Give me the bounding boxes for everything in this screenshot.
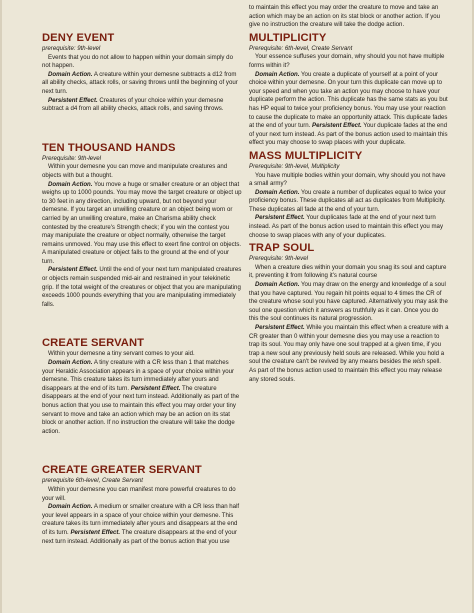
- domain-action-text: You create a duplicate of yourself at a point of your choice within your demesne. On your turn this duplicate can move up to your speed and when you take an action you may choose to have your duplicate perform the action. This duplicate has the same stats as you but has HP equal to twice your proficiency bonus. You may use your reaction to cause the duplicate to make an opportunity attack. This duplicate fades at the end of your turn.: [249, 70, 448, 130]
- persistent-effect-label: Persistent Effect.: [130, 384, 181, 392]
- section-title: CREATE GREATER SERVANT: [42, 464, 202, 477]
- domain-action-text: You create a number of duplicates equal to twice your proficiency bonus. These duplicates all act as duplicates from Multiplicity. These duplicates all fade at the end of your turn.: [249, 188, 446, 213]
- persistent-effect-text: Your duplicate fades at the end of your next turn instead. As part of the bonus action used to maintain this effect you may choose to swap places with your duplicate.: [249, 122, 448, 147]
- domain-action-text: A creature within your demesne subtracts a d12 from all ability checks, attack rolls, or saving throws until the beginning of your next turn.: [42, 70, 238, 95]
- domain-action-paragraph: [249, 281, 449, 324]
- prerequisite: prerequisite 6th-level, Create Servant: [42, 477, 143, 485]
- domain-action-paragraph: [42, 359, 242, 436]
- domain-action-paragraph: [42, 71, 242, 97]
- section-deny-event: [42, 32, 242, 114]
- section-title: DENY EVENT: [42, 32, 115, 44]
- domain-action-label: Domain Action.: [48, 503, 93, 511]
- domain-action-text: You move a huge or smaller creature or an object that weighs up to 1000 pounds. You may move the target creature or object up to 30 feet in any direction, including upward, but not beyond your demesne. If you target an unwilling creature or an object being worn or carried by an unwilling creature, make an Charisma ability check contested by the creature's Strength check; if you win the contest you may manipulate the creature or object normally, otherwise the target remains unmoved. You may use this effect to exert fine control on objects. A manipulated creature or object falls to the ground at the end of your turn.: [42, 180, 242, 265]
- persistent-effect-label: Persistent Effect.: [255, 324, 305, 331]
- prerequisite: Prerequisite: 6th-level, Create Servant: [249, 44, 353, 52]
- domain-action-label: Domain Action.: [255, 281, 300, 289]
- domain-action-label: Domain Action.: [48, 359, 93, 367]
- persistent-effect-text-end: spell. As part of the bonus action used to maintain this effect you may release any stored souls.: [249, 358, 442, 383]
- persistent-effect-text: The creature disappears at the end of your next turn instead. Additionally as part of the bonus action that you use to maintain this effect you may order your tiny servant to move and take an action which may be an action on its stat block or another action. If no instruction the creature will take the dodge action.: [42, 384, 240, 435]
- section-title: CREATE SERVANT: [42, 337, 145, 350]
- persistent-effect-label: Persistent Effect.: [255, 214, 305, 222]
- section-title: TRAP SOUL: [249, 242, 315, 255]
- left-column: [42, 4, 242, 546]
- persistent-effect-label: Persistent Effect.: [312, 122, 362, 130]
- domain-action-label: Domain Action.: [255, 188, 300, 196]
- persistent-effect-label: Persistent Effect.: [70, 528, 121, 536]
- domain-action-label: Domain Action.: [48, 70, 93, 78]
- description: Events that you do not allow to happen within your domain simply do not happen.: [42, 53, 233, 70]
- section-trap-soul: [249, 242, 449, 384]
- prerequisite: Prerequisite: 9th-level: [249, 255, 308, 263]
- persistent-effect-paragraph: [249, 214, 449, 240]
- persistent-effect-text: Creatures of your choice within your demesne subtract a d4 from all ability checks, attack rolls, and saving throws.: [42, 96, 224, 113]
- domain-action-text: A medium or smaller creature with a CR less than half your level appears in a space of your choice within your demesne. This creature takes its turn immediately after yours and disappears at the end of its turn.: [42, 503, 240, 536]
- continued-text: to maintain this effect you may order the creature to move and take an action which may be an action on its stat block or another action. If you give no instruction the creature will take the dodge action.: [249, 4, 441, 29]
- domain-action-text: You may draw on the energy and knowledge of a soul that you have captured. You regain hit points equal to 4 times the CR of the creature whose soul you have captured. Alternatively you may ask the soul one question which it answers as truthfully as it can. Once you do this the soul continues its natural progression.: [249, 281, 448, 323]
- persistent-effect-text: Until the end of your next turn manipulated creatures or objects remain suspended mid-air and restrained in your telekinetic grip. If the total weight of the creatures or object that you are manipulating exceeds 1000 pounds everything that you are manipulating immediately falls.: [42, 266, 242, 308]
- section-title: MULTIPLICITY: [249, 31, 327, 44]
- domain-action-paragraph: [249, 71, 449, 148]
- persistent-effect-text: While you maintain this effect when a creature with a CR greater than 0 within your demesne dies you may use a reaction to trap its soul. You may only have one soul trapped at a given time, if you trap a new soul any previously held souls are released. While you hold a soul the creature can't be revived by any means besides the: [249, 324, 449, 366]
- persistent-effect-paragraph: [42, 266, 242, 309]
- description: Your essence suffuses your domain, why should you not have multiple forms within it?: [249, 53, 445, 69]
- persistent-effect-paragraph: [249, 324, 449, 384]
- section-create-servant: [42, 337, 242, 436]
- domain-action-paragraph: [249, 189, 449, 215]
- section-create-greater-servant: [42, 464, 242, 546]
- persistent-effect-text: Your duplicates fade at the end of your next turn instead. As part of the bonus action used to maintain this effect you may choose to swap places with any of your duplicates.: [249, 214, 443, 239]
- persistent-effect-text: The creature disappears at the end of your next turn instead. Additionally as part of the bonus action that you use: [42, 528, 237, 545]
- prerequisite: Prerequisite: 9th-level, Multiplicity: [249, 162, 340, 170]
- domain-action-label: Domain Action.: [48, 180, 93, 188]
- description: Within your demesne you can move and manipulate creatures and objects with but a thought.: [42, 163, 228, 179]
- domain-action-paragraph: [42, 503, 242, 546]
- domain-action-paragraph: [42, 181, 242, 267]
- persistent-effect-paragraph: [42, 97, 242, 114]
- section-multiplicity: [249, 32, 449, 148]
- domain-action-text: A tiny creature with a CR less than 1 that matches your Heraldic Association appears in a space of your choice within your demesne. This creature takes its turn immediately after yours and disappears at the end of its turn.: [42, 359, 235, 392]
- description: Within your demesne you can manifest more powerful creatures to do your will.: [42, 485, 236, 502]
- section-mass-multiplicity: [249, 150, 449, 240]
- section-ten-thousand-hands: [42, 142, 242, 310]
- domain-action-label: Domain Action.: [255, 70, 300, 78]
- right-column: [249, 4, 449, 384]
- section-title: TEN THOUSAND HANDS: [42, 141, 176, 154]
- section-title: MASS MULTIPLICITY: [249, 149, 363, 162]
- prerequisite: Prerequisite: 9th-level: [42, 154, 101, 162]
- description: Within your demesne a tiny servant comes to your aid.: [48, 350, 195, 358]
- persistent-effect-label: Persistent Effect.: [48, 266, 98, 274]
- wish-spell-name: wish: [412, 358, 425, 366]
- persistent-effect-label: Persistent Effect.: [48, 96, 98, 104]
- prerequisite: prerequisite: 9th-level: [42, 45, 101, 52]
- description: When a creature dies within your domain you snag its soul and capture it, preventing it from following it's natural course: [249, 263, 447, 280]
- description: You have multiple bodies within your domain, why should you not have a small army?: [249, 171, 446, 188]
